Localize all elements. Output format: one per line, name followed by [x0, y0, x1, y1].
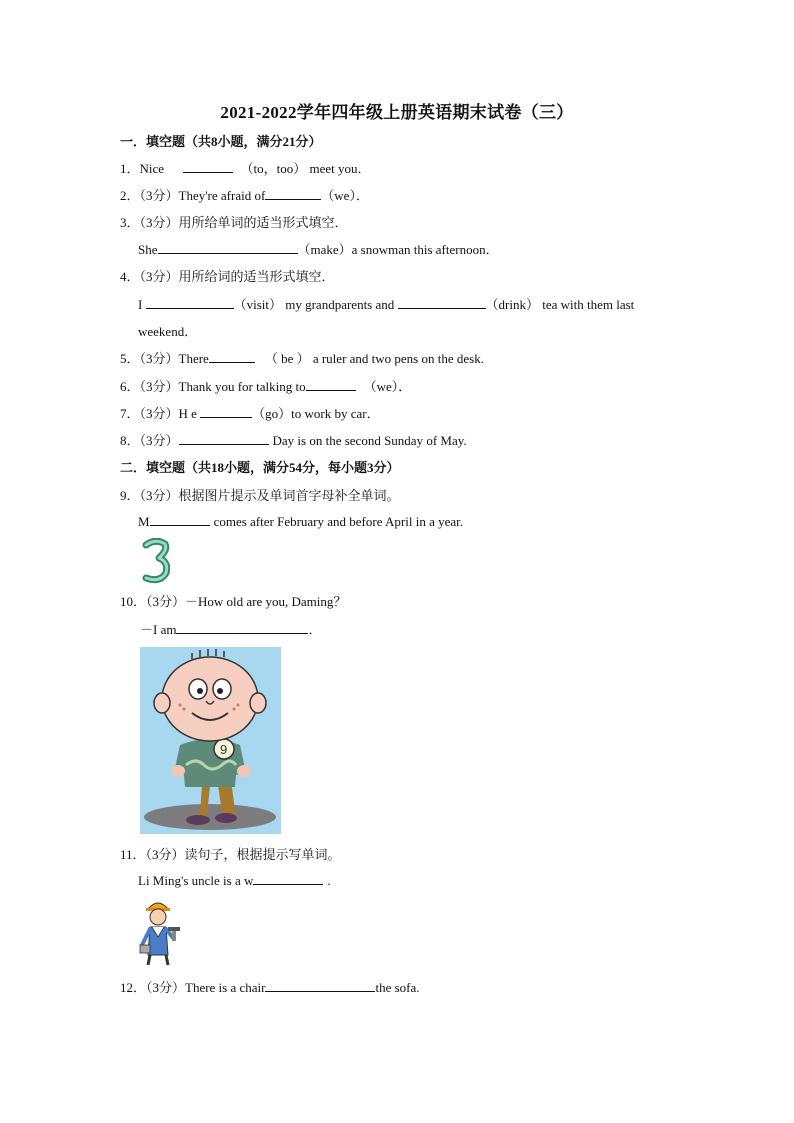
- question-11: 11．（3分）读句子，根据提示写单词。: [120, 847, 341, 862]
- answer-blank[interactable]: [253, 872, 323, 885]
- answer-blank[interactable]: [158, 241, 298, 254]
- answer-blank[interactable]: [146, 296, 234, 309]
- answer-blank[interactable]: [209, 350, 255, 363]
- number-three-icon: [142, 538, 170, 584]
- answer-blank[interactable]: [179, 432, 269, 445]
- section-one-heading: 一．填空题（共8小题，满分21分）: [120, 134, 322, 149]
- answer-blank[interactable]: [265, 979, 375, 992]
- worker-picture: [138, 897, 182, 967]
- boy-cartoon-icon: [140, 647, 281, 834]
- answer-blank[interactable]: [398, 296, 486, 309]
- svg-text:3: 3: [151, 566, 152, 567]
- question-10: 10．（3分）－How old are you, Daming？: [120, 594, 347, 609]
- question-1: 1．Nice （to，too） meet you．: [120, 161, 371, 176]
- question-4: 4．（3分）用所给词的适当形式填空．: [120, 269, 335, 284]
- question-4-line-2: weekend．: [138, 324, 198, 339]
- question-3-line: She （make）a snowman this afternoon．: [138, 242, 499, 257]
- question-11-line: Li Ming's uncle is a w .: [138, 873, 331, 888]
- question-2: 2．（3分）They're afraid of （we）．: [120, 188, 369, 203]
- answer-blank[interactable]: [200, 405, 252, 418]
- question-8: 8．（3分） Day is on the second Sunday of May.: [120, 433, 467, 448]
- number-three-picture: [142, 538, 170, 584]
- question-10-line: －I am ．: [140, 622, 322, 637]
- question-9-line: M comes after February and before April in a year.: [138, 514, 463, 529]
- question-4-line: I （visit） my grandparents and （drink） tea with them last: [138, 297, 635, 312]
- answer-blank[interactable]: [150, 513, 210, 526]
- question-9: 9．（3分）根据图片提示及单词首字母补全单词。: [120, 488, 400, 503]
- question-6: 6．（3分）Thank you for talking to （we）．: [120, 379, 412, 394]
- svg-text:9: 9: [220, 742, 228, 757]
- worker-cartoon-icon: [138, 897, 182, 967]
- question-12: 12．（3分）There is a chair the sofa.: [120, 980, 420, 995]
- question-3: 3．（3分）用所给单词的适当形式填空．: [120, 215, 348, 230]
- boy-age-picture: [140, 647, 281, 834]
- page-title: 2021-2022学年四年级上册英语期末试卷（三）: [220, 103, 574, 122]
- answer-blank[interactable]: [176, 621, 308, 634]
- answer-blank[interactable]: [183, 160, 233, 173]
- question-5: 5．（3分）There （ be ） a ruler and two pens on the desk.: [120, 351, 484, 366]
- question-7: 7．（3分）H e （go）to work by car．: [120, 406, 380, 421]
- section-two-heading: 二．填空题（共18小题，满分54分，每小题3分）: [120, 460, 400, 475]
- answer-blank[interactable]: [306, 378, 356, 391]
- answer-blank[interactable]: [265, 187, 321, 200]
